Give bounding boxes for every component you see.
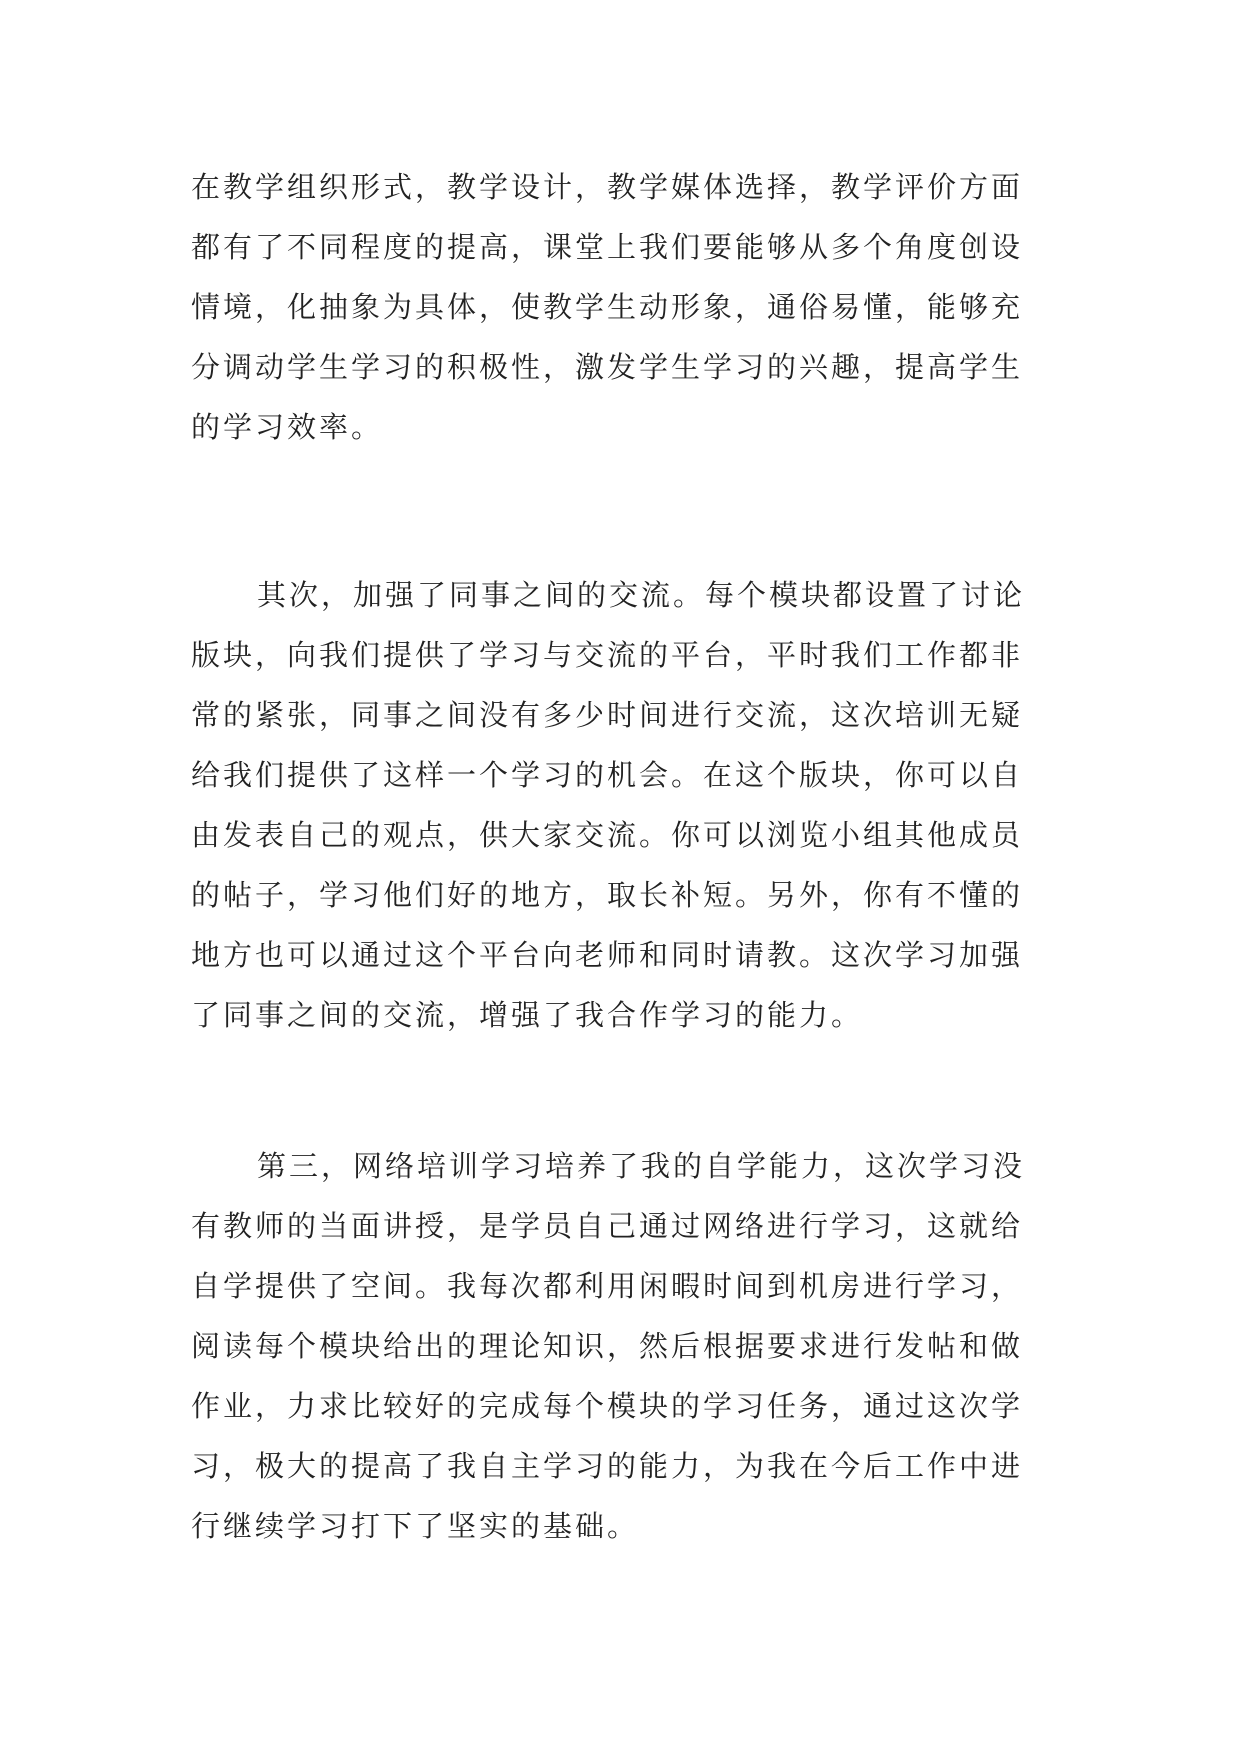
text-line: 习，极大的提高了我自主学习的能力，为我在今后工作中进 (191, 1449, 1024, 1483)
text-line: 有教师的当面讲授，是学员自己通过网络进行学习，这就给 (191, 1209, 1024, 1243)
text-line: 作业，力求比较好的完成每个模块的学习任务，通过这次学 (191, 1389, 1024, 1423)
text-line: 了同事之间的交流，增强了我合作学习的能力。 (191, 998, 864, 1032)
text-line-first: 第三，网络培训学习培养了我的自学能力，这次学习没 (257, 1149, 1026, 1183)
text-line: 都有了不同程度的提高，课堂上我们要能够从多个角度创设 (191, 230, 1024, 264)
text-line: 情境，化抽象为具体，使教学生动形象，通俗易懂，能够充 (191, 290, 1024, 324)
text-line: 行继续学习打下了坚实的基础。 (191, 1509, 640, 1543)
text-line: 地方也可以通过这个平台向老师和同时请教。这次学习加强 (191, 938, 1024, 972)
text-line: 给我们提供了这样一个学习的机会。在这个版块，你可以自 (191, 758, 1024, 792)
text-line: 阅读每个模块给出的理论知识，然后根据要求进行发帖和做 (191, 1329, 1024, 1363)
text-line: 由发表自己的观点，供大家交流。你可以浏览小组其他成员 (191, 818, 1024, 852)
text-line: 常的紧张，同事之间没有多少时间进行交流，这次培训无疑 (191, 698, 1024, 732)
text-line: 在教学组织形式，教学设计，教学媒体选择，教学评价方面 (191, 170, 1024, 204)
text-line-first: 其次，加强了同事之间的交流。每个模块都设置了讨论 (257, 578, 1026, 612)
paragraph-second-point (191, 565, 1051, 1045)
paragraph-third-point (191, 1136, 1051, 1556)
text-line: 的帖子，学习他们好的地方，取长补短。另外，你有不懂的 (191, 878, 1024, 912)
paragraph-continuation (191, 157, 1051, 457)
text-line: 分调动学生学习的积极性，激发学生学习的兴趣，提高学生 (191, 350, 1024, 384)
text-line: 自学提供了空间。我每次都利用闲暇时间到机房进行学习， (191, 1269, 1024, 1303)
text-line: 版块，向我们提供了学习与交流的平台，平时我们工作都非 (191, 638, 1024, 672)
text-line: 的学习效率。 (191, 410, 384, 444)
